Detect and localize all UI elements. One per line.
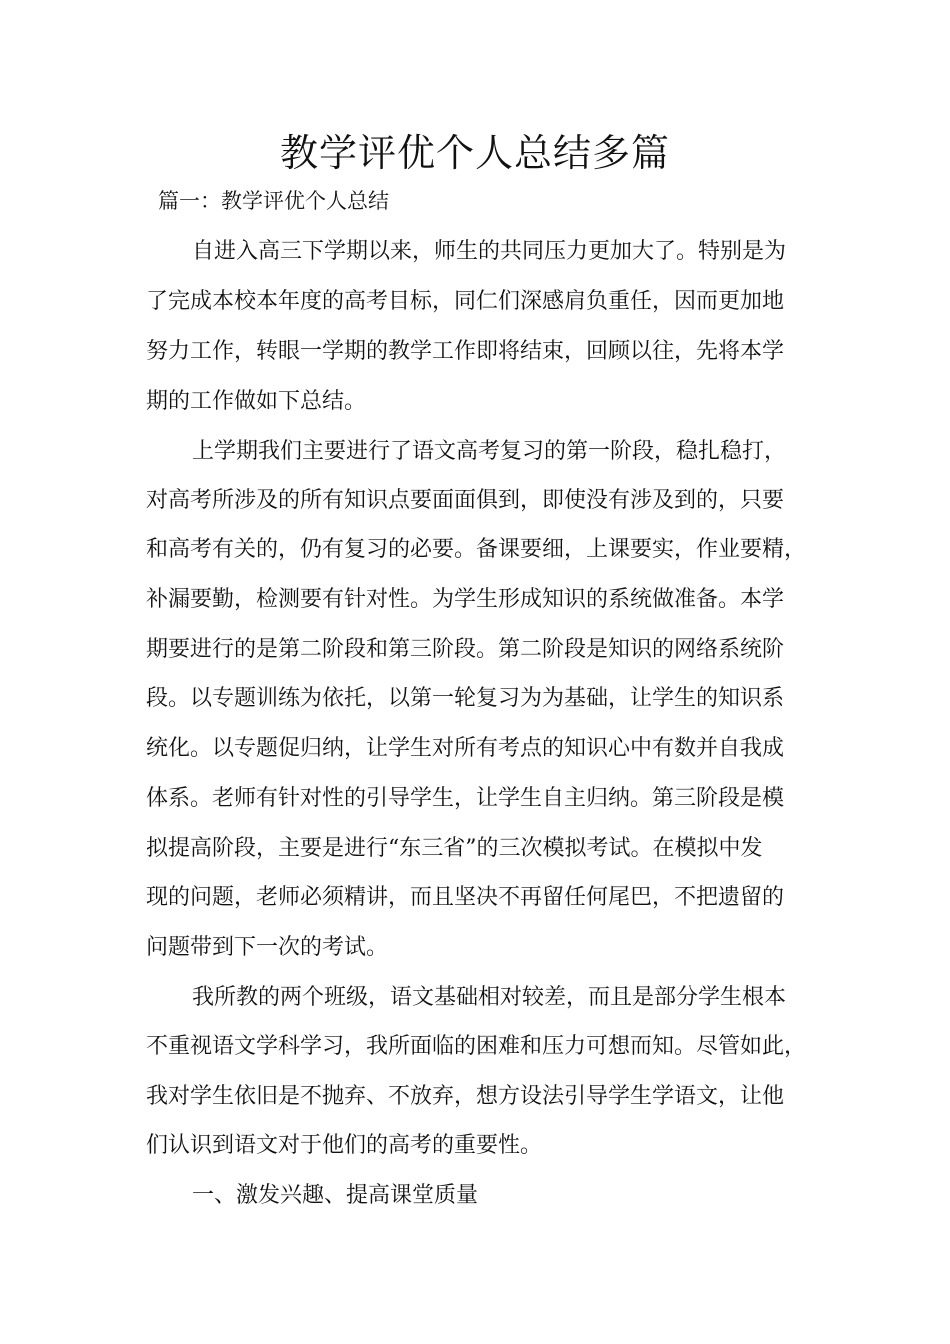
paragraph-2-line: 现的问题，老师必须精讲，而且坚决不再留任何尾巴，不把遗留的	[146, 885, 785, 910]
paragraph-3-line: 我对学生依旧是不抛弃、不放弃，想方设法引导学生学语文，让他	[146, 1084, 785, 1109]
paragraph-3-line: 我所教的两个班级，语文基础相对较差，而且是部分学生根本	[192, 985, 787, 1010]
paragraph-2-line: 体系。老师有针对性的引导学生，让学生自主归纳。第三阶段是模	[146, 786, 785, 811]
paragraph-1-line: 了完成本校本年度的高考目标，同仁们深感肩负重任，因而更加地	[146, 289, 785, 314]
paragraph-2-line: 补漏要勤，检测要有针对性。为学生形成知识的系统做准备。本学	[146, 587, 785, 612]
paragraph-2-line: 期要进行的是第二阶段和第三阶段。第二阶段是知识的网络系统阶	[146, 637, 785, 662]
paragraph-1-line: 自进入高三下学期以来，师生的共同压力更加大了。特别是为	[192, 239, 787, 264]
subheading: 一、激发兴趣、提高课堂质量	[192, 1183, 479, 1208]
section-label: 篇一：教学评优个人总结	[158, 189, 389, 213]
paragraph-3-line: 们认识到语文对于他们的高考的重要性。	[146, 1133, 543, 1158]
paragraph-2-line: 问题带到下一次的考试。	[146, 935, 389, 960]
paragraph-2-line: 和高考有关的，仍有复习的必要。备课要细，上课要实，作业要精，	[146, 537, 807, 562]
paragraph-2-line: 上学期我们主要进行了语文高考复习的第一阶段，稳扎稳打，	[192, 439, 787, 464]
paragraph-2-line: 对高考所涉及的所有知识点要面面俱到，即使没有涉及到的，只要	[146, 488, 785, 513]
paragraph-1-line: 努力工作，转眼一学期的教学工作即将结束，回顾以往，先将本学	[146, 339, 785, 364]
paragraph-1-line: 期的工作做如下总结。	[146, 389, 367, 414]
paragraph-2-line: 拟提高阶段，主要是进行“东三省”的三次模拟考试。在模拟中发	[146, 836, 763, 861]
paragraph-2-line: 统化。以专题促归纳，让学生对所有考点的知识心中有数并自我成	[146, 736, 785, 761]
paragraph-2-line: 段。以专题训练为依托，以第一轮复习为为基础，让学生的知识系	[146, 686, 785, 711]
paragraph-3-line: 不重视语文学科学习，我所面临的困难和压力可想而知。尽管如此，	[146, 1034, 807, 1059]
document-title: 教学评优个人总结多篇	[279, 131, 670, 175]
